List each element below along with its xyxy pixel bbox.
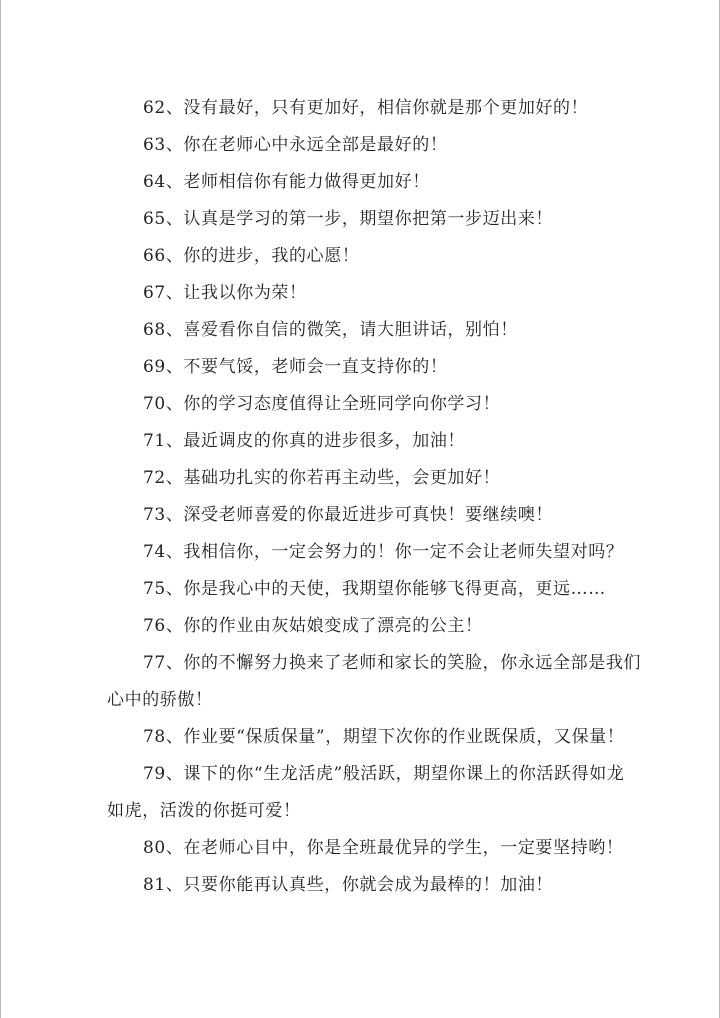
item-text: 66、你的进步，我的心愿！	[143, 246, 360, 266]
item-text: 63、你在老师心中永远全部是最好的！	[143, 135, 448, 155]
list-item	[111, 608, 611, 645]
item-text: 69、不要气馁，老师会一直支持你的！	[143, 357, 448, 377]
item-text: 81、只要你能再认真些，你就会成为最棒的！加油！	[143, 875, 554, 895]
item-text: 72、基础功扎实的你若再主动些，会更加好！	[143, 468, 501, 488]
list-item	[111, 867, 611, 904]
item-text: 73、深受老师喜爱的你最近进步可真快！要继续噢！	[143, 505, 554, 525]
list-item	[111, 127, 611, 164]
list-item	[111, 238, 611, 275]
list-item	[107, 645, 642, 719]
item-text-line2: 如虎，活泼的你挺可爱！	[107, 801, 301, 821]
list-item	[111, 386, 611, 423]
item-text: 65、认真是学习的第一步，期望你把第一步迈出来！	[143, 209, 554, 229]
item-text: 62、没有最好，只有更加好，相信你就是那个更加好的！	[143, 98, 589, 118]
list-item	[111, 201, 611, 238]
list-item	[111, 90, 611, 127]
item-text: 70、你的学习态度值得让全班同学向你学习！	[143, 394, 501, 414]
item-text: 80、在老师心目中，你是全班最优异的学生，一定要坚持哟！	[143, 838, 624, 858]
list-item	[111, 497, 611, 534]
list-item	[111, 571, 611, 608]
list-item	[111, 423, 611, 460]
list-item	[107, 756, 625, 830]
item-text: 68、喜爱看你自信的微笑，请大胆讲话，别怕！	[143, 320, 518, 340]
item-text: 71、最近调皮的你真的进步很多，加油！	[143, 431, 466, 451]
item-text: 76、你的作业由灰姑娘变成了漂亮的公主！	[143, 616, 483, 636]
item-text: 78、作业要“保质保量”，期望下次你的作业既保质，又保量！	[143, 727, 625, 747]
item-text: 67、让我以你为荣！	[143, 283, 307, 303]
item-text-line1: 77、你的不懈努力换来了老师和家长的笑脸，你永远全部是我们	[143, 653, 642, 673]
list-item	[111, 312, 611, 349]
list-item	[111, 164, 611, 201]
item-text: 64、老师相信你有能力做得更加好！	[143, 172, 430, 192]
list-item	[111, 275, 611, 312]
list-item	[111, 460, 611, 497]
list-item	[111, 830, 624, 867]
list-item	[111, 534, 624, 571]
item-text-line2: 心中的骄傲！	[107, 690, 213, 710]
list-item	[111, 349, 611, 386]
list-item	[111, 719, 625, 756]
item-text: 74、我相信你，一定会努力的！你一定不会让老师失望对吗？	[143, 542, 624, 562]
item-text-line1: 79、课下的你“生龙活虎”般活跃，期望你课上的你活跃得如龙	[143, 764, 625, 784]
item-text: 75、你是我心中的天使，我期望你能够飞得更高，更远……	[143, 579, 606, 599]
